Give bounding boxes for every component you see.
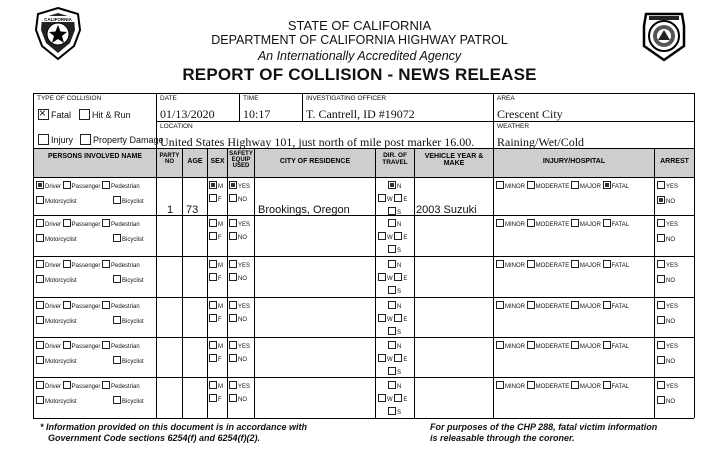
row6-motorcyclist-checkbox[interactable]	[36, 396, 44, 404]
row5-dir-n: N	[388, 341, 401, 350]
row6-north-checkbox[interactable]	[388, 381, 396, 389]
col-arrest: ARREST	[660, 158, 689, 165]
row4-dir-n: N	[388, 301, 401, 310]
row4-injury: MINOR MODERATE MAJOR FATAL	[496, 301, 629, 310]
row3-arrest-yes: YES	[657, 260, 678, 269]
row3-passenger-checkbox[interactable]	[63, 260, 71, 268]
row4-person-type: Driver Passenger Pedestrian	[36, 301, 140, 310]
row4-fatal-checkbox[interactable]	[603, 301, 611, 309]
row1-person-type-2: Motorcyclist	[36, 196, 77, 205]
row5-female-checkbox[interactable]	[209, 354, 217, 362]
col-city-of-residence: CITY OF RESIDENCE	[279, 158, 351, 165]
date-label: DATE	[160, 95, 177, 102]
row6-arrest-no: NO	[657, 396, 675, 405]
row4-pedestrian-checkbox[interactable]	[102, 301, 110, 309]
row5-injury: MINOR MODERATE MAJOR FATAL	[496, 341, 629, 350]
row5-arrest-yes-checkbox[interactable]	[657, 341, 665, 349]
row1-moderate-checkbox[interactable]	[527, 181, 535, 189]
row2-driver-checkbox[interactable]	[36, 219, 44, 227]
row5-safety-yes: YES	[229, 341, 250, 350]
row1-injury: MINOR MODERATE MAJOR FATAL	[496, 181, 629, 190]
officer-value: T. Cantrell, ID #19072	[306, 107, 415, 121]
row5-male-checkbox[interactable]	[209, 341, 217, 349]
location-label: LOCATION	[160, 123, 193, 130]
row6-fatal-checkbox[interactable]	[603, 381, 611, 389]
row6-east-checkbox[interactable]	[394, 394, 402, 402]
row6-pedestrian-checkbox[interactable]	[102, 381, 110, 389]
row4-driver-checkbox[interactable]	[36, 301, 44, 309]
row4-safety-no-checkbox[interactable]	[229, 314, 237, 322]
hit-run-option: Hit & Run	[79, 109, 131, 120]
row2-south-checkbox[interactable]	[388, 245, 396, 253]
row4-female-checkbox[interactable]	[209, 314, 217, 322]
row6-person-type: Driver Passenger Pedestrian	[36, 381, 140, 390]
row5-fatal-checkbox[interactable]	[603, 341, 611, 349]
row2-minor-checkbox[interactable]	[496, 219, 504, 227]
row1-west-checkbox[interactable]	[378, 194, 386, 202]
row4-person-type-2: Motorcyclist	[36, 316, 77, 325]
row4-safety-yes: YES	[229, 301, 250, 310]
row2-bicyclist: Bicyclist	[113, 234, 144, 243]
hit-run-checkbox[interactable]	[79, 109, 90, 120]
row2-arrest-no-checkbox[interactable]	[657, 234, 665, 242]
injury-checkbox[interactable]	[38, 134, 49, 145]
row2-safety-yes-checkbox[interactable]	[229, 219, 237, 227]
row2-dir-s: S	[388, 245, 401, 254]
row3-female-checkbox[interactable]	[209, 273, 217, 281]
row2-sex-m: M	[209, 219, 223, 228]
row2-moderate-checkbox[interactable]	[527, 219, 535, 227]
row4-sex-f: F	[209, 314, 222, 323]
row1-arrest-yes: YES	[657, 181, 678, 190]
col-safety-equip: SAFETY EQUIP USED	[229, 151, 253, 169]
row5-moderate-checkbox[interactable]	[527, 341, 535, 349]
row1-dir-s: S	[388, 207, 401, 216]
row2-major-checkbox[interactable]	[571, 219, 579, 227]
row5-bicyclist: Bicyclist	[113, 356, 144, 365]
row5-dir-we: W E	[378, 354, 407, 363]
row4-east-checkbox[interactable]	[394, 314, 402, 322]
weather-value: Raining/Wet/Cold	[497, 135, 585, 149]
row2-safety-no-checkbox[interactable]	[229, 232, 237, 240]
party1-age: 73	[186, 204, 199, 216]
property-damage-option: Property Damage	[80, 134, 164, 145]
row1-sex-f: F	[209, 194, 222, 203]
department-heading: DEPARTMENT OF CALIFORNIA HIGHWAY PATROL	[211, 33, 508, 47]
row1-arrest-no: NO	[657, 196, 675, 205]
row3-north-checkbox[interactable]	[388, 260, 396, 268]
row3-pedestrian-checkbox[interactable]	[102, 260, 110, 268]
row4-north-checkbox[interactable]	[388, 301, 396, 309]
row3-safety-no-checkbox[interactable]	[229, 273, 237, 281]
row3-arrest-yes-checkbox[interactable]	[657, 260, 665, 268]
row6-driver-checkbox[interactable]	[36, 381, 44, 389]
row1-passenger-checkbox[interactable]	[63, 181, 71, 189]
row4-arrest-yes-checkbox[interactable]	[657, 301, 665, 309]
row3-motorcyclist-checkbox[interactable]	[36, 275, 44, 283]
row6-safety-no-checkbox[interactable]	[229, 394, 237, 402]
row4-motorcyclist-checkbox[interactable]	[36, 316, 44, 324]
report-title: REPORT OF COLLISION - NEWS RELEASE	[182, 65, 537, 84]
row3-safety-yes: YES	[229, 260, 250, 269]
row2-bicyclist-checkbox[interactable]	[113, 234, 121, 242]
row3-person-type: Driver Passenger Pedestrian	[36, 260, 140, 269]
col-sex: SEX	[210, 158, 225, 165]
row1-north-checkbox[interactable]	[388, 181, 396, 189]
row6-arrest-yes-checkbox[interactable]	[657, 381, 665, 389]
row3-safety-yes-checkbox[interactable]	[229, 260, 237, 268]
row3-sex-m: M	[209, 260, 223, 269]
row6-passenger-checkbox[interactable]	[63, 381, 71, 389]
row6-south-checkbox[interactable]	[388, 407, 396, 415]
row2-west-checkbox[interactable]	[378, 232, 386, 240]
row3-male-checkbox[interactable]	[209, 260, 217, 268]
row2-dir-we: W E	[378, 232, 407, 241]
row1-pedestrian-checkbox[interactable]	[102, 181, 110, 189]
row5-passenger-checkbox[interactable]	[63, 341, 71, 349]
row6-dir-s: S	[388, 407, 401, 416]
row1-sex-m: M	[209, 181, 223, 190]
row1-fatal-checkbox[interactable]	[603, 181, 611, 189]
row3-injury: MINOR MODERATE MAJOR FATAL	[496, 260, 629, 269]
row1-safety-no-checkbox[interactable]	[229, 194, 237, 202]
row1-motorcyclist-checkbox[interactable]	[36, 196, 44, 204]
row5-safety-yes-checkbox[interactable]	[229, 341, 237, 349]
col-vehicle: VEHICLE YEAR & MAKE	[424, 153, 484, 167]
col-injury-hospital: INJURY/HOSPITAL	[542, 158, 606, 165]
row1-dir-n: N	[388, 181, 401, 190]
row3-person-type-2: Motorcyclist	[36, 275, 77, 284]
row2-east-checkbox[interactable]	[394, 232, 402, 240]
row5-arrest-yes: YES	[657, 341, 678, 350]
row3-arrest-no-checkbox[interactable]	[657, 275, 665, 283]
row5-person-type: Driver Passenger Pedestrian	[36, 341, 140, 350]
row3-west-checkbox[interactable]	[378, 273, 386, 281]
row4-arrest-no-checkbox[interactable]	[657, 316, 665, 324]
row5-west-checkbox[interactable]	[378, 354, 386, 362]
row6-sex-m: M	[209, 381, 223, 390]
row4-dir-s: S	[388, 327, 401, 336]
row2-pedestrian-checkbox[interactable]	[102, 219, 110, 227]
row3-dir-n: N	[388, 260, 401, 269]
area-value: Crescent City	[497, 107, 563, 121]
time-value: 10:17	[243, 107, 271, 121]
row4-west-checkbox[interactable]	[378, 314, 386, 322]
row3-minor-checkbox[interactable]	[496, 260, 504, 268]
row4-major-checkbox[interactable]	[571, 301, 579, 309]
row4-bicyclist: Bicyclist	[113, 316, 144, 325]
row5-north-checkbox[interactable]	[388, 341, 396, 349]
time-label: TIME	[243, 95, 259, 102]
footer-left-note: * Information provided on this document is in accordance with Government Code sections 6254(f) and 6254(f)(2).	[40, 422, 308, 443]
row4-arrest-no: NO	[657, 316, 675, 325]
row1-person-type: Driver Passenger Pedestrian	[36, 181, 140, 190]
row3-south-checkbox[interactable]	[388, 286, 396, 294]
row2-arrest-yes: YES	[657, 219, 678, 228]
row1-south-checkbox[interactable]	[388, 207, 396, 215]
row6-safety-yes-checkbox[interactable]	[229, 381, 237, 389]
row1-safety-no: NO	[229, 194, 247, 203]
col-persons-involved: PERSONS INVOLVED NAME	[48, 153, 142, 160]
row5-safety-no: NO	[229, 354, 247, 363]
row3-bicyclist: Bicyclist	[113, 275, 144, 284]
row2-dir-n: N	[388, 219, 401, 228]
row1-female-checkbox[interactable]	[209, 194, 217, 202]
row6-minor-checkbox[interactable]	[496, 381, 504, 389]
row2-north-checkbox[interactable]	[388, 219, 396, 227]
officer-label: INVESTIGATING OFFICER	[306, 95, 387, 102]
row1-major-checkbox[interactable]	[571, 181, 579, 189]
row5-pedestrian-checkbox[interactable]	[102, 341, 110, 349]
row6-west-checkbox[interactable]	[378, 394, 386, 402]
row3-driver-checkbox[interactable]	[36, 260, 44, 268]
row6-safety-yes: YES	[229, 381, 250, 390]
row4-safety-yes-checkbox[interactable]	[229, 301, 237, 309]
row3-bicyclist-checkbox[interactable]	[113, 275, 121, 283]
row5-arrest-no: NO	[657, 356, 675, 365]
row3-east-checkbox[interactable]	[394, 273, 402, 281]
row2-male-checkbox[interactable]	[209, 219, 217, 227]
party1-party-no: 1	[167, 204, 174, 216]
location-value: United States Highway 101, just north of mile post marker 16.00.	[160, 135, 475, 149]
row5-minor-checkbox[interactable]	[496, 341, 504, 349]
row2-fatal-checkbox[interactable]	[603, 219, 611, 227]
row3-major-checkbox[interactable]	[571, 260, 579, 268]
type-of-collision-label: TYPE OF COLLISION	[37, 95, 102, 102]
row6-safety-no: NO	[229, 394, 247, 403]
row1-arrest-yes-checkbox[interactable]	[657, 181, 665, 189]
row1-minor-checkbox[interactable]	[496, 181, 504, 189]
row4-south-checkbox[interactable]	[388, 327, 396, 335]
row5-bicyclist-checkbox[interactable]	[113, 356, 121, 364]
row6-bicyclist-checkbox[interactable]	[113, 396, 121, 404]
seal-text: CALIFORNIA	[44, 17, 72, 22]
row6-dir-n: N	[388, 381, 401, 390]
row5-driver-checkbox[interactable]	[36, 341, 44, 349]
injury-option: Injury	[38, 134, 73, 145]
col-age: AGE	[187, 158, 203, 165]
row1-bicyclist-checkbox[interactable]	[113, 196, 121, 204]
party1-city: Brookings, Oregon	[258, 204, 350, 216]
row4-male-checkbox[interactable]	[209, 301, 217, 309]
row2-arrest-yes-checkbox[interactable]	[657, 219, 665, 227]
row3-moderate-checkbox[interactable]	[527, 260, 535, 268]
row4-minor-checkbox[interactable]	[496, 301, 504, 309]
row1-safety-yes-checkbox[interactable]	[229, 181, 237, 189]
row6-injury: MINOR MODERATE MAJOR FATAL	[496, 381, 629, 390]
row3-sex-f: F	[209, 273, 222, 282]
row3-dir-we: W E	[378, 273, 407, 282]
row4-sex-m: M	[209, 301, 223, 310]
row6-person-type-2: Motorcyclist	[36, 396, 77, 405]
row2-motorcyclist-checkbox[interactable]	[36, 234, 44, 242]
footer-right-note: For purposes of the CHP 288, fatal victim information is releasable through the coroner.	[430, 422, 658, 443]
row2-sex-f: F	[209, 232, 222, 241]
area-label: AREA	[497, 95, 515, 102]
row2-safety-no: NO	[229, 232, 247, 241]
row3-safety-no: NO	[229, 273, 247, 282]
row5-east-checkbox[interactable]	[394, 354, 402, 362]
row1-dir-we: W E	[378, 194, 407, 203]
row1-driver-checkbox[interactable]	[36, 181, 44, 189]
fatal-checkbox[interactable]	[38, 109, 49, 120]
row5-motorcyclist-checkbox[interactable]	[36, 356, 44, 364]
row1-arrest-no-checkbox[interactable]	[657, 196, 665, 204]
row6-dir-we: W E	[378, 394, 407, 403]
row6-arrest-yes: YES	[657, 381, 678, 390]
fatal-option: ×Fatal	[38, 109, 71, 120]
col-party-no: PARTY NO	[159, 153, 180, 165]
row6-female-checkbox[interactable]	[209, 394, 217, 402]
row4-arrest-yes: YES	[657, 301, 678, 310]
row5-major-checkbox[interactable]	[571, 341, 579, 349]
weather-label: WEATHER	[497, 123, 530, 130]
property-damage-checkbox[interactable]	[80, 134, 91, 145]
row6-bicyclist: Bicyclist	[113, 396, 144, 405]
row6-arrest-no-checkbox[interactable]	[657, 396, 665, 404]
row5-dir-s: S	[388, 367, 401, 376]
date-value: 01/13/2020	[160, 107, 215, 121]
row2-passenger-checkbox[interactable]	[63, 219, 71, 227]
row1-east-checkbox[interactable]	[394, 194, 402, 202]
row5-sex-f: F	[209, 354, 222, 363]
agency-subheading: An Internationally Accredited Agency	[257, 49, 462, 63]
row6-major-checkbox[interactable]	[571, 381, 579, 389]
col-dir-of-travel: DIR. OF TRAVEL	[382, 152, 408, 166]
row2-person-type: Driver Passenger Pedestrian	[36, 219, 140, 228]
row4-moderate-checkbox[interactable]	[527, 301, 535, 309]
row1-bicyclist: Bicyclist	[113, 196, 144, 205]
row2-safety-yes: YES	[229, 219, 250, 228]
row4-safety-no: NO	[229, 314, 247, 323]
row4-passenger-checkbox[interactable]	[63, 301, 71, 309]
row4-dir-we: W E	[378, 314, 407, 323]
row5-sex-m: M	[209, 341, 223, 350]
row5-arrest-no-checkbox[interactable]	[657, 356, 665, 364]
row3-dir-s: S	[388, 286, 401, 295]
row2-female-checkbox[interactable]	[209, 232, 217, 240]
row5-south-checkbox[interactable]	[388, 367, 396, 375]
row6-sex-f: F	[209, 394, 222, 403]
row3-arrest-no: NO	[657, 275, 675, 284]
row2-injury: MINOR MODERATE MAJOR FATAL	[496, 219, 629, 228]
row2-arrest-no: NO	[657, 234, 675, 243]
row5-safety-no-checkbox[interactable]	[229, 354, 237, 362]
row1-safety-yes: YES	[229, 181, 250, 190]
state-heading: STATE OF CALIFORNIA	[287, 18, 432, 33]
party1-vehicle: 2003 Suzuki	[416, 204, 477, 216]
row6-male-checkbox[interactable]	[209, 381, 217, 389]
row1-male-checkbox[interactable]	[209, 181, 217, 189]
row4-bicyclist-checkbox[interactable]	[113, 316, 121, 324]
row2-person-type-2: Motorcyclist	[36, 234, 77, 243]
row3-fatal-checkbox[interactable]	[603, 260, 611, 268]
row6-moderate-checkbox[interactable]	[527, 381, 535, 389]
row5-person-type-2: Motorcyclist	[36, 356, 77, 365]
